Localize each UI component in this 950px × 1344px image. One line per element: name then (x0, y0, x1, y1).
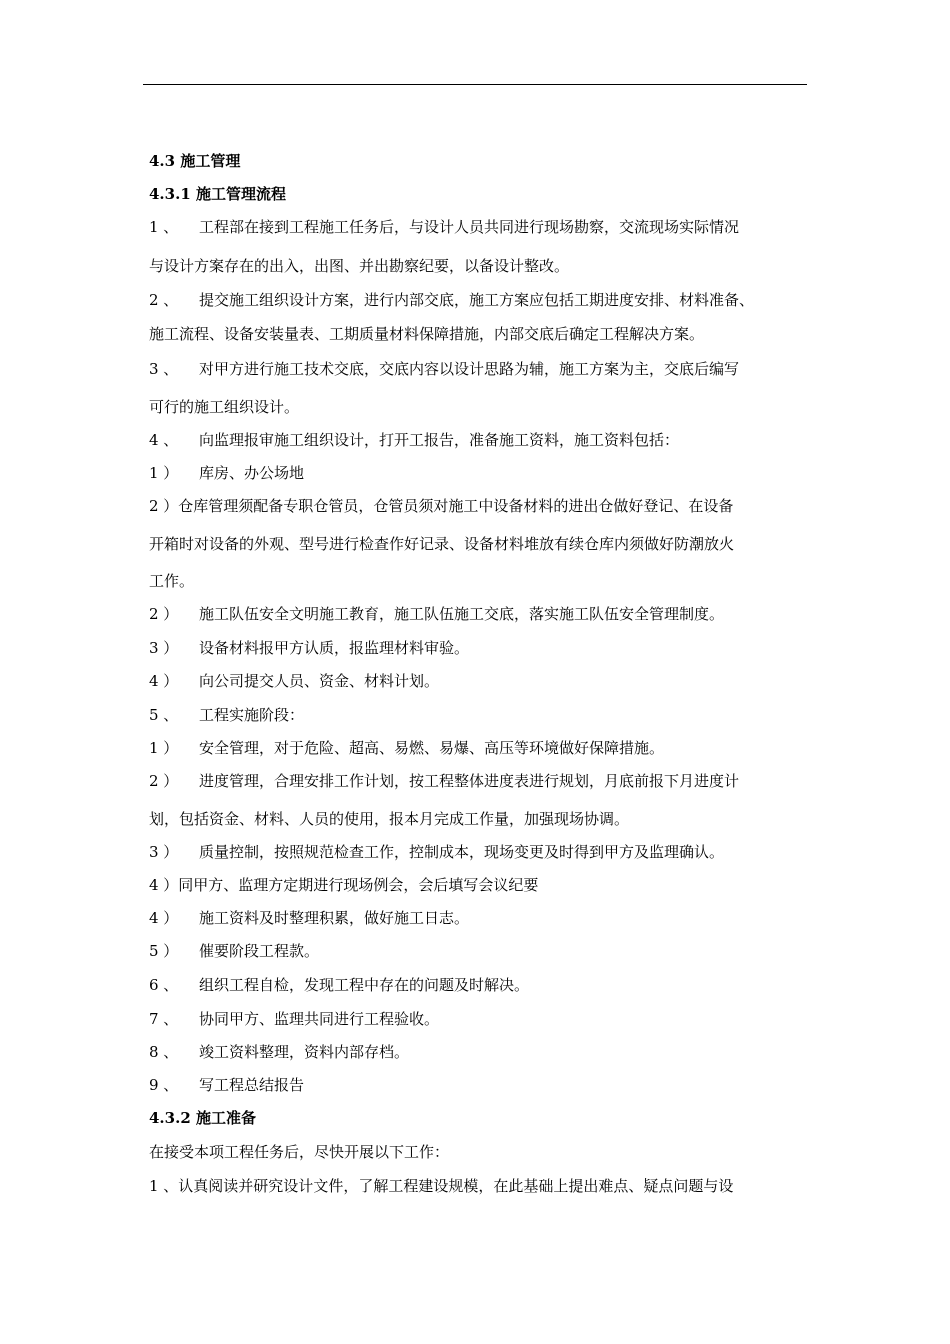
list-item: 2 ） 进度管理，合理安排工作计划，按工程整体进度表进行规划，月底前报下月进度计 (149, 772, 740, 790)
list-item-continuation: 工作。 (149, 572, 195, 590)
list-item: 5 ） 催要阶段工程款。 (149, 942, 320, 960)
list-item: 7 、 协同甲方、监理共同进行工程验收。 (149, 1010, 440, 1028)
section-heading: 4.3 施工管理 (149, 152, 241, 170)
list-item: 4 ） 向公司提交人员、资金、材料计划。 (149, 672, 440, 690)
list-item: 3 、 对甲方进行施工技术交底，交底内容以设计思路为辅，施工方案为主，交底后编写 (149, 360, 740, 378)
list-item-continuation: 可行的施工组织设计。 (149, 398, 300, 416)
list-item-continuation: 与设计方案存在的出入，出图、并出勘察纪要，以备设计整改。 (149, 257, 570, 275)
header-rule (143, 84, 807, 85)
subsection-heading: 4.3.2 施工准备 (149, 1109, 256, 1127)
list-item: 4 、 向监理报审施工组织设计，打开工报告，准备施工资料，施工资料包括： (149, 431, 680, 449)
list-item: 8 、 竣工资料整理，资料内部存档。 (149, 1043, 410, 1061)
list-item-continuation: 划，包括资金、材料、人员的使用，报本月完成工作量，加强现场协调。 (149, 810, 630, 828)
list-item: 3 ） 设备材料报甲方认质，报监理材料审验。 (149, 639, 470, 657)
list-item: 2 ）仓库管理须配备专职仓管员，仓管员须对施工中设备材料的进出仓做好登记、在设备 (149, 497, 734, 515)
list-item: 1 、认真阅读并研究设计文件，了解工程建设规模，在此基础上提出难点、疑点问题与设 (149, 1177, 734, 1195)
list-item-continuation: 施工流程、设备安装量表、工期质量材料保障措施，内部交底后确定工程解决方案。 (149, 325, 705, 343)
list-item: 1 ） 库房、办公场地 (149, 464, 305, 482)
list-item: 1 、 工程部在接到工程施工任务后，与设计人员共同进行现场勘察，交流现场实际情况 (149, 218, 740, 236)
list-item: 2 ） 施工队伍安全文明施工教育，施工队伍施工交底，落实施工队伍安全管理制度。 (149, 605, 725, 623)
list-item-continuation: 开箱时对设备的外观、型号进行检查作好记录、设备材料堆放有续仓库内须做好防潮放火 (149, 535, 735, 553)
list-item: 4 ） 施工资料及时整理积累，做好施工日志。 (149, 909, 470, 927)
list-item: 5 、 工程实施阶段： (149, 706, 305, 724)
list-item: 9 、 写工程总结报告 (149, 1076, 305, 1094)
list-item: 6 、 组织工程自检，发现工程中存在的问题及时解决。 (149, 976, 530, 994)
list-item: 4 ）同甲方、监理方定期进行现场例会，会后填写会议纪要 (149, 876, 539, 894)
subsection-heading: 4.3.1 施工管理流程 (149, 185, 286, 203)
list-item: 2 、 提交施工组织设计方案，进行内部交底，施工方案应包括工期进度安排、材料准备、 (149, 291, 755, 309)
paragraph: 在接受本项工程任务后，尽快开展以下工作： (149, 1143, 450, 1161)
list-item: 1 ） 安全管理，对于危险、超高、易燃、易爆、高压等环境做好保障措施。 (149, 739, 665, 757)
list-item: 3 ） 质量控制，按照规范检查工作，控制成本，现场变更及时得到甲方及监理确认。 (149, 843, 725, 861)
